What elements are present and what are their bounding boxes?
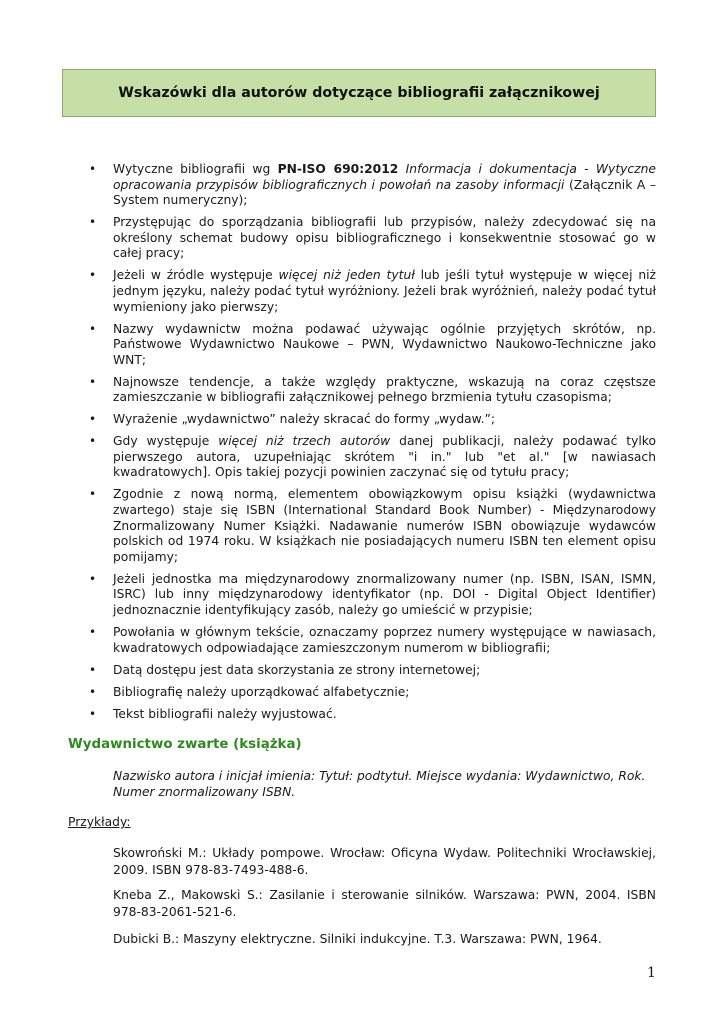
citation-template: Nazwisko autora i inicjał imienia: Tytuł: podtytuł. Miejsce wydania: Wydawnictwo, Rok. Numer znormalizowany ISBN. bbox=[113, 769, 646, 799]
guideline-text-run: Datą dostępu jest data skorzystania ze strony internetowej; bbox=[113, 662, 481, 677]
guideline-item bbox=[86, 412, 656, 428]
section-heading: Wydawnictwo zwarte (książka) bbox=[68, 737, 302, 752]
example-entry-3: Dubicki B.: Maszyny elektryczne. Silniki indukcyjne. T.3. Warszawa: PWN, 1964. bbox=[113, 932, 602, 946]
guideline-text-run: Zgodnie z nową normą, elementem obowiązkowym opisu książki (wydawnictwa zwartego) staje się ISBN (International Standard Book Number) - Międzynarodowy Znormalizowany Numer Książki. Nadawanie numerów ISBN obowiązuje wydawców polskich od 1974 roku. W książkach nie posiadających numeru ISBN ten element opisu pomijamy; bbox=[113, 487, 656, 564]
page-number: 1 bbox=[647, 965, 656, 981]
bullet-icon: • bbox=[89, 215, 97, 230]
guideline-text-run: Jeżeli w źródle występuje bbox=[113, 268, 279, 283]
guideline-text-run: więcej niż trzech autorów bbox=[218, 434, 391, 449]
bullet-icon: • bbox=[89, 706, 97, 721]
guideline-item bbox=[86, 685, 656, 701]
bullet-icon: • bbox=[89, 487, 97, 502]
bullet-icon: • bbox=[89, 412, 97, 427]
guideline-text-run: Bibliografię należy uporządkować alfabetycznie; bbox=[113, 684, 410, 699]
guideline-item bbox=[86, 268, 656, 315]
guideline-text-run bbox=[398, 162, 405, 176]
guideline-text-run: Tekst bibliografii należy wyjustować. bbox=[113, 706, 337, 721]
document-title: Wskazówki dla autorów dotyczące bibliografii załącznikowej bbox=[118, 85, 600, 101]
guideline-text-run: Nazwy wydawnictw można podawać używając ogólnie przyjętych skrótów, np. Państwowe Wydawnictwo Naukowe – PWN, Wydawnictwo Naukowo-Techniczne jako WNT; bbox=[113, 321, 656, 367]
guideline-text-run: Przystępując do sporządzania bibliografii lub przypisów, należy zdecydować się na określony schemat budowy opisu bibliograficznego i konsekwentnie stosować go w całej pracy; bbox=[113, 215, 656, 261]
example-entry-1: Skowroński M.: Układy pompowe. Wrocław: Oficyna Wydaw. Politechniki Wrocławskiej, 2009. ISBN 978-83-7493-488-6. bbox=[113, 846, 656, 877]
bullet-icon: • bbox=[89, 684, 97, 699]
guideline-text-run: Wytyczne bibliografii wg bbox=[113, 162, 278, 176]
guideline-text-run: Jeżeli jednostka ma międzynarodowy znormalizowany numer (np. ISBN, ISAN, ISMN, ISRC) lub inny międzynarodowy identyfikator (np. DOI - Digital Object Identifier) jednoznacznie identyfikujący zasób, należy go umieścić w przypisie; bbox=[113, 571, 656, 617]
guideline-text-run: (Załącznik A – System numeryczny); bbox=[113, 177, 656, 208]
guideline-text-run: Najnowsze tendencje, a także względy praktyczne, wskazują na coraz częstsze zamieszczanie w bibliografii załącznikowej pełnego brzmienia tytułu czasopisma; bbox=[113, 374, 656, 405]
bullet-icon: • bbox=[89, 434, 97, 449]
bullet-icon: • bbox=[89, 662, 97, 677]
bullet-icon: • bbox=[89, 571, 97, 586]
bullet-icon: • bbox=[89, 162, 97, 176]
guideline-text-run: PN-ISO 690:2012 bbox=[277, 162, 399, 176]
bullet-icon: • bbox=[89, 268, 97, 283]
guideline-text-run: Powołania w głównym tekście, oznaczamy poprzez numery występujące w nawiasach, kwadratowych odpowiadające zamieszczonym numerom w bibliografii; bbox=[113, 624, 656, 655]
guidelines-list bbox=[86, 162, 656, 728]
title-banner bbox=[62, 69, 656, 117]
guideline-item bbox=[86, 707, 656, 723]
guideline-text-run: więcej niż jeden tytuł bbox=[278, 268, 415, 283]
guideline-text-run: Gdy występuje bbox=[113, 434, 219, 449]
examples-label: Przykłady: bbox=[68, 815, 131, 829]
guideline-item bbox=[86, 215, 656, 262]
bullet-icon: • bbox=[89, 624, 97, 639]
guideline-item bbox=[86, 625, 656, 656]
guideline-item bbox=[86, 663, 656, 679]
guideline-text-run: danej publikacji, należy podawać tylko pierwszego autora, uzupełniając skrótem "i in." lub "et al." [w nawiasach kwadratowych]. Opis takiej pozycji powinien zaczynać się od tytułu pracy; bbox=[113, 434, 657, 480]
bullet-icon: • bbox=[89, 374, 97, 389]
guideline-text-run: lub jeśli tytuł występuje w więcej niż jednym języku, należy podać tytuł wyróżniony. Jeżeli brak wyróżnień, należy podać tytuł wymieniony jako pierwszy; bbox=[113, 268, 656, 314]
guideline-item bbox=[86, 322, 656, 369]
bullet-icon: • bbox=[89, 321, 97, 336]
guideline-item bbox=[86, 434, 656, 481]
guideline-item bbox=[86, 162, 656, 209]
example-entry-2: Kneba Z., Makowski S.: Zasilanie i sterowanie silników. Warszawa: PWN, 2004. ISBN 978-83-2061-521-6. bbox=[113, 888, 656, 919]
guideline-item bbox=[86, 487, 656, 565]
guideline-text-run: Wyrażenie „wydawnictwo” należy skracać do formy „wydaw.”; bbox=[113, 412, 496, 427]
guideline-text-run: Informacja i dokumentacja - Wytyczne opracowania przypisów bibliograficznych i powołań na zasoby informacji bbox=[113, 162, 656, 192]
guideline-item bbox=[86, 572, 656, 619]
guideline-item bbox=[86, 375, 656, 406]
